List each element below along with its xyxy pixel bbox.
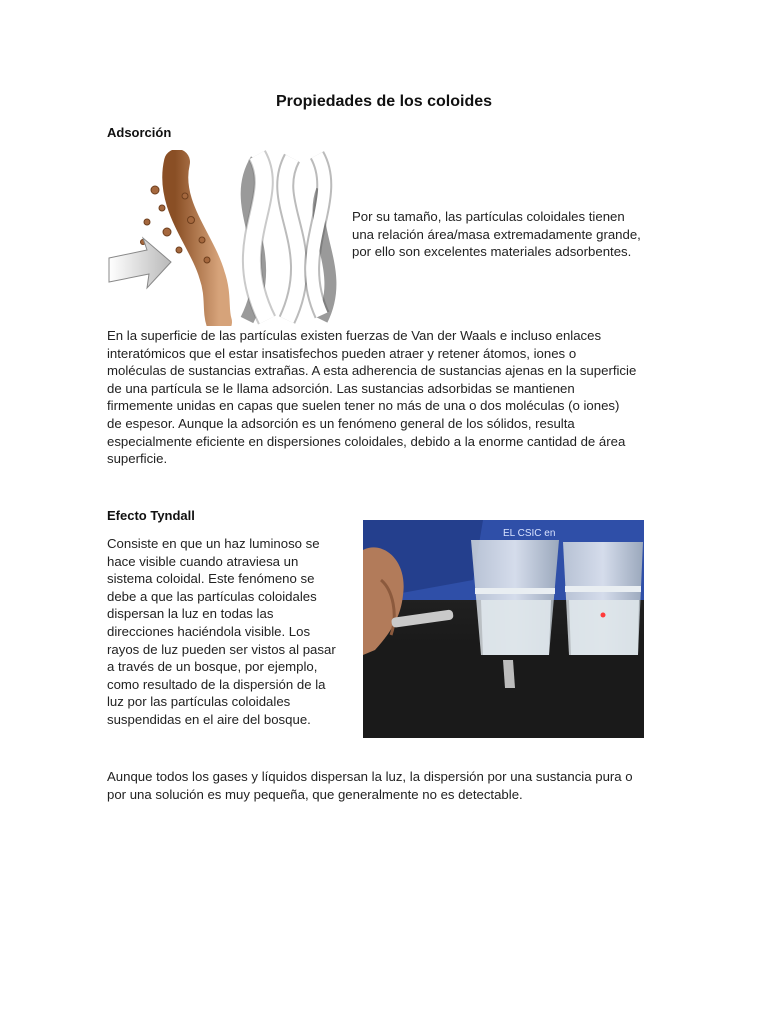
section-heading-tyndall: Efecto Tyndall [107,508,195,523]
adsorption-figure [107,150,343,326]
tyndall-photo [363,520,644,738]
section-heading-adsorcion: Adsorción [107,125,172,140]
brown-fiber [175,162,219,322]
shirt-print-text: EL CSIC en [503,528,556,539]
adsorption-side-text: Por su tamaño, las partículas coloidales tienen una relación área/masa extremadamente grande, por ello son excelentes materiales adsorbentes. [352,209,641,260]
laser-dot [601,613,606,618]
tyndall-paragraph: Aunque todos los gases y líquidos dispersan la luz, la dispersión por una sustancia pura o por una solución es muy pequeña, que generalmente no es detectable. [107,769,633,802]
incoming-arrow [109,238,171,288]
adsorption-paragraph: En la superficie de las partículas existen fuerzas de Van der Waals e incluso enlaces interatómicos que el estar insatisfechos pueden atraer y retener átomos, iones o moléculas de sustancias extrañas. A esta adherencia de sustancias ajenas en la superficie de una partícula se le llama adsorción. Las sustancias adsorbidas se mantienen firmemente unidas en capas que suelen tener no más de una o dos moléculas (o iones) de espesor. Aunque la adsorción es un fenómeno general de los sólidos, resulta especialmente eficiente en dispersiones coloidales, debido a la enorme cantidad de área superficie. [107,328,637,467]
light-reflection [503,660,515,688]
tyndall-side-text: Consiste en que un haz luminoso se hace visible cuando atraviesa un sistema coloidal. Este fenómeno se debe a que las partículas coloidales dispersan la luz en todas las direcciones haciéndola visible. Los rayos de luz pueden ser vistos al pasar a través de un bosque, por ejemplo, como resultado de la dispersión de la luz por las partículas coloidales suspendidas en el aire del bosque. [107,536,336,727]
page-title: Propiedades de los coloides [275,93,493,110]
